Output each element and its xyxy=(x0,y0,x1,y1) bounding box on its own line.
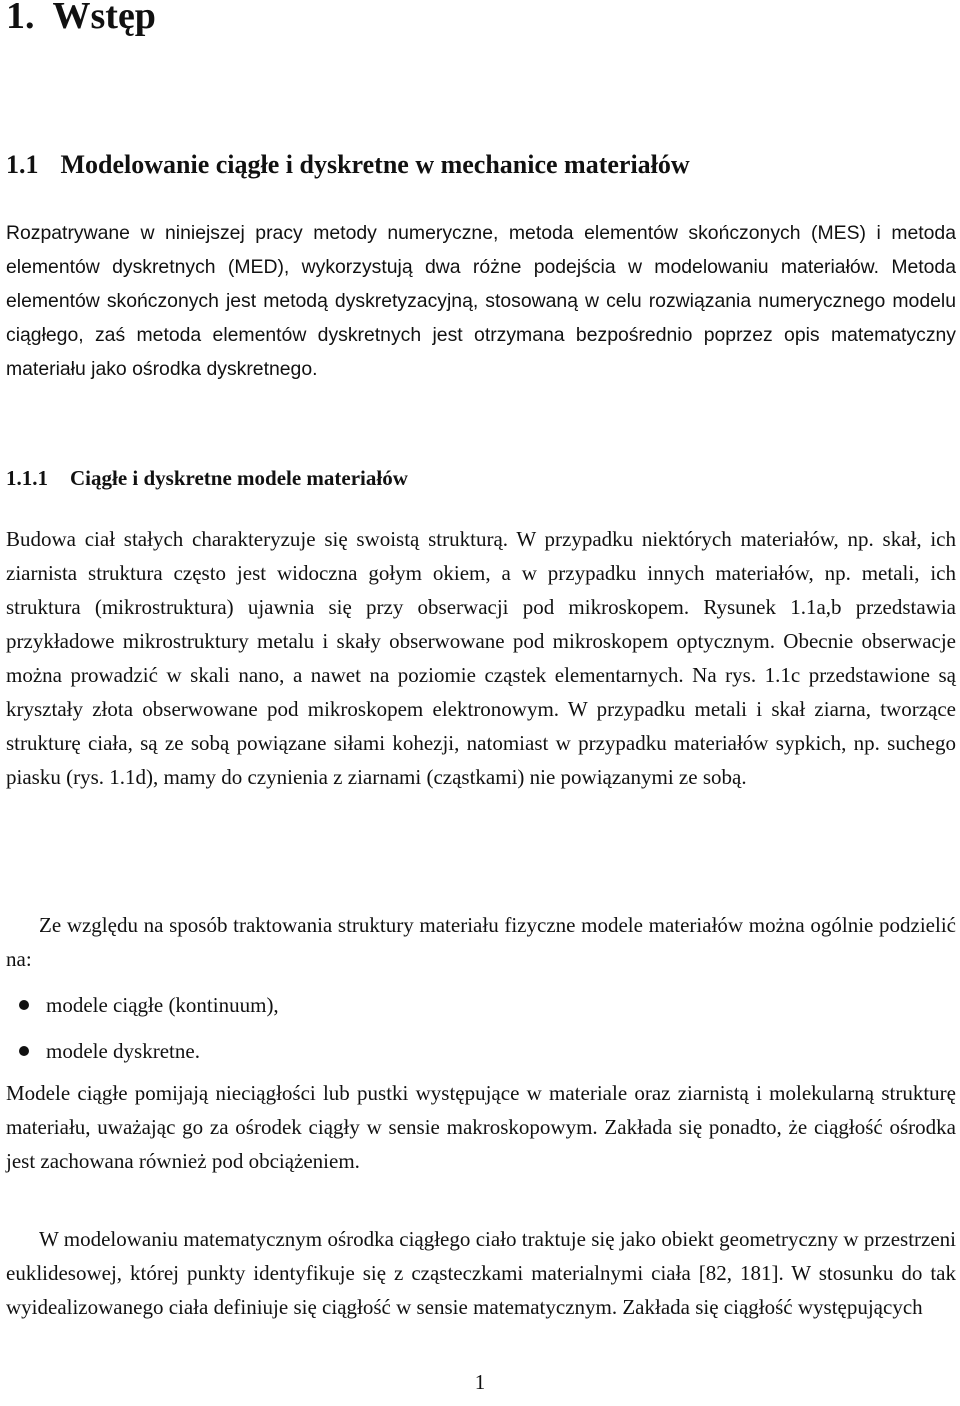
list-item xyxy=(6,1034,956,1080)
paragraph-model-division: Ze względu na sposób traktowania struktury materiału fizyczne modele materiałów można ogólnie podzielić na: xyxy=(6,913,956,971)
subsection-number: 1.1.1 xyxy=(6,466,48,490)
paragraph-mathematical-modeling: W modelowaniu matematycznym ośrodka ciągłego ciało traktuje się jako obiekt geometryczny w przestrzeni euklidesowej, której punkty identyfikuje się z cząsteczkami materialnymi ciała [82, 181]. W stosunku do tak wyidealizowanego ciała definiuje się ciągłość w sensie matematycznym. Zakłada się ciągłość występujących xyxy=(6,1227,956,1319)
subsection-title: Ciągłe i dyskretne modele materiałów xyxy=(70,466,408,490)
subsection-heading xyxy=(6,466,408,491)
list-item-text: modele ciągłe (kontinuum), xyxy=(46,993,279,1017)
chapter-title: Wstęp xyxy=(52,0,156,37)
paragraph-continuous-models: Modele ciągłe pomijają nieciągłości lub pustki występujące w materiale oraz ziarnistą i molekularną strukturę materiału, uważając go za ośrodek ciągły w sensie makroskopowym. Zakłada się ponadto, że ciągłość ośrodka jest zachowana również pod obciążeniem. xyxy=(6,1081,956,1173)
paragraph-structure: Budowa ciał stałych charakteryzuje się swoistą strukturą. W przypadku niektórych materiałów, np. skał, ich ziarnista struktura często jest widoczna gołym okiem, a w przypadku innych materiałów, np. metali, ich struktura (mikrostruktura) ujawnia się przy obserwacji pod mikroskopem. Rysunek 1.1a,b przedstawia przykładowe mikrostruktury metalu i skały obserwowane pod mikroskopem optycznym. Obecnie obserwacje można prowadzić w skali nano, a nawet na poziomie cząstek elementarnych. Na rys. 1.1c przedstawione są kryształy złota obserwowane pod mikroskopem elektronowym. W przypadku metali i skał ziarna, tworzące strukturę ciała, są ze sobą powiązane siłami kohezji, natomiast w przypadku materiałów sypkich, np. suchego piasku (rys. 1.1d), mamy do czynienia z ziarnami (cząstkami) nie powiązanymi ze sobą. xyxy=(6,527,956,789)
model-list xyxy=(6,988,956,1080)
chapter-number: 1. xyxy=(6,0,35,37)
section-number: 1.1 xyxy=(6,150,39,179)
page-number: 1 xyxy=(474,1370,486,1394)
list-item-text: modele dyskretne. xyxy=(46,1039,200,1063)
section-title: Modelowanie ciągłe i dyskretne w mechanice materiałów xyxy=(60,150,690,179)
intro-paragraph: Rozpatrywane w niniejszej pracy metody numeryczne, metoda elementów skończonych (MES) i metoda elementów dyskretnych (MED), wykorzystują dwa różne podejścia w modelowaniu materiałów. Metoda elementów skończonych jest metodą dyskretyzacyjną, stosowaną w celu rozwiązania numerycznego modelu ciągłego, zaś metoda elementów dyskretnych jest otrzymana bezpośrednio poprzez opis matematyczny materiału jako ośrodka dyskretnego. xyxy=(6,222,956,380)
bullet-icon xyxy=(19,1000,29,1010)
chapter-heading xyxy=(6,0,156,38)
bullet-icon xyxy=(19,1046,29,1056)
section-heading xyxy=(6,150,690,180)
list-item xyxy=(6,988,956,1034)
